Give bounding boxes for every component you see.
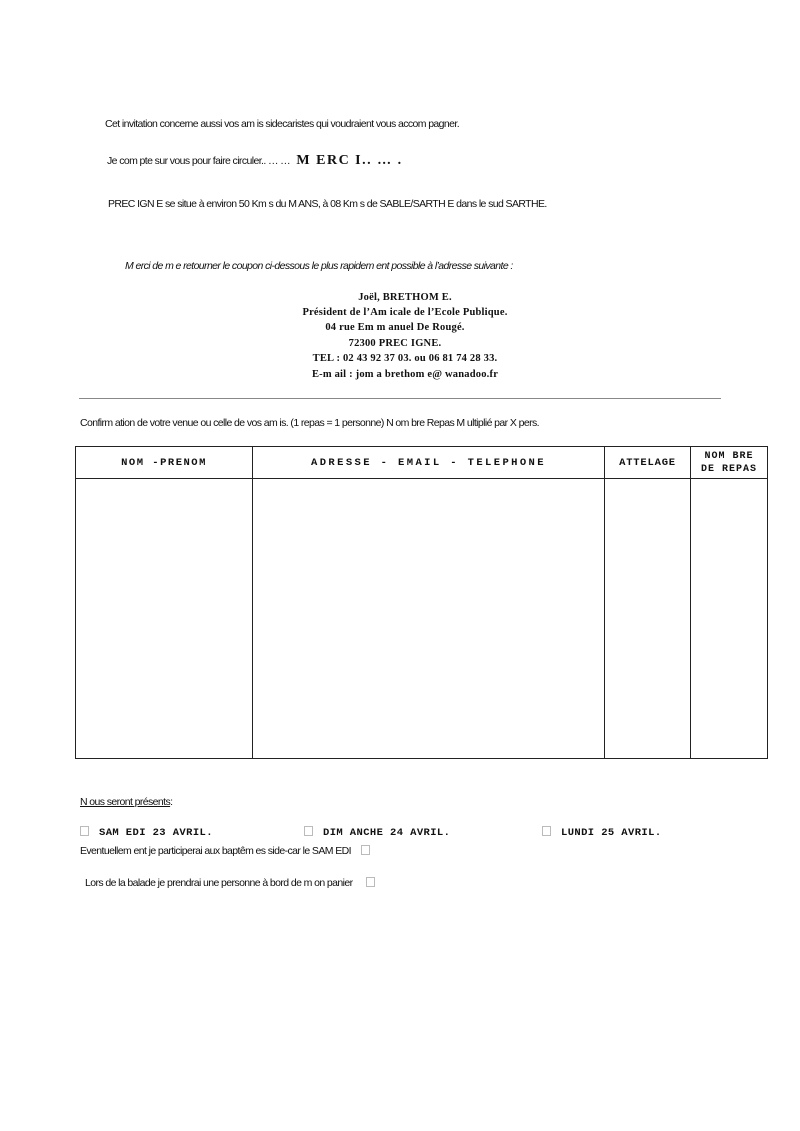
return-coupon-request: M erci de m e retourner le coupon ci-dessous le plus rapidem ent possible à l’adresse suivante : [125, 260, 513, 272]
day-sunday-label: DIM ANCHE 24 AVRIL. [323, 827, 451, 839]
separator-line [79, 398, 721, 399]
address-phone: TEL : 02 43 92 37 03. ou 06 81 74 28 33. [312, 353, 498, 364]
header-address: ADRESSE - EMAIL - TELEPHONE [253, 447, 605, 479]
header-attelage: ATTELAGE [605, 447, 691, 479]
checkbox-monday[interactable] [542, 826, 551, 836]
header-repas-line1: NOM BRE [704, 450, 754, 462]
attendance-title-text: N ous seront présents [80, 796, 171, 808]
checkbox-bapteme[interactable] [361, 845, 370, 855]
table-header-row [76, 447, 768, 479]
cell-attelage[interactable] [605, 479, 691, 759]
address-email: E-m ail : jom a brethom e@ wanadoo.fr [311, 369, 499, 380]
address-name: Joël, BRETHOM E. [358, 292, 452, 303]
table-row [76, 479, 768, 759]
day-sunday [304, 826, 450, 839]
checkbox-balade[interactable] [366, 877, 375, 887]
header-repas [691, 447, 768, 479]
intro-circulate-text [107, 153, 403, 169]
address-city: 72300 PREC IGNE. [348, 338, 442, 349]
circulate-text: Je com pte sur vous pour faire circuler.. … … [107, 155, 293, 167]
day-monday [542, 826, 662, 839]
balade-label: Lors de la balade je prendrai une personne à bord de m on panier [85, 877, 353, 889]
address-role: Président de l’Am icale de l’Ecole Publique. [302, 307, 508, 318]
day-saturday-label: SAM EDI 23 AVRIL. [99, 827, 213, 839]
location-text: PREC IGN E se situe à environ 50 Km s du M ANS, à 08 Km s de SABLE/SARTH E dans le sud SARTHE. [108, 198, 547, 210]
cell-repas[interactable] [691, 479, 768, 759]
intro-invitation-text: Cet invitation concerne aussi vos am is sidecaristes qui voudraient vous accom pagner. [105, 118, 460, 130]
day-saturday [80, 826, 213, 839]
address-street: 04 rue Em m anuel De Rougé. [325, 322, 465, 333]
bapteme-option [80, 845, 370, 857]
balade-option [85, 877, 375, 889]
registration-table [75, 446, 768, 759]
header-repas-line2: DE REPAS [700, 463, 757, 475]
checkbox-sunday[interactable] [304, 826, 313, 836]
cell-name[interactable] [76, 479, 253, 759]
confirmation-text: Confirm ation de votre venue ou celle de vos am is. (1 repas = 1 personne) N om bre Repas M ultiplié par X pers. [80, 417, 539, 429]
merci-text: M ERC I.. … . [296, 153, 403, 168]
day-monday-label: LUNDI 25 AVRIL. [561, 827, 662, 839]
attendance-title-colon: : [170, 796, 173, 808]
header-name: NOM -PRENOM [76, 447, 253, 479]
cell-address[interactable] [253, 479, 605, 759]
bapteme-label: Eventuellem ent je participerai aux baptêm es side-car le SAM EDI [80, 845, 351, 857]
checkbox-saturday[interactable] [80, 826, 89, 836]
attendance-title [80, 796, 172, 808]
